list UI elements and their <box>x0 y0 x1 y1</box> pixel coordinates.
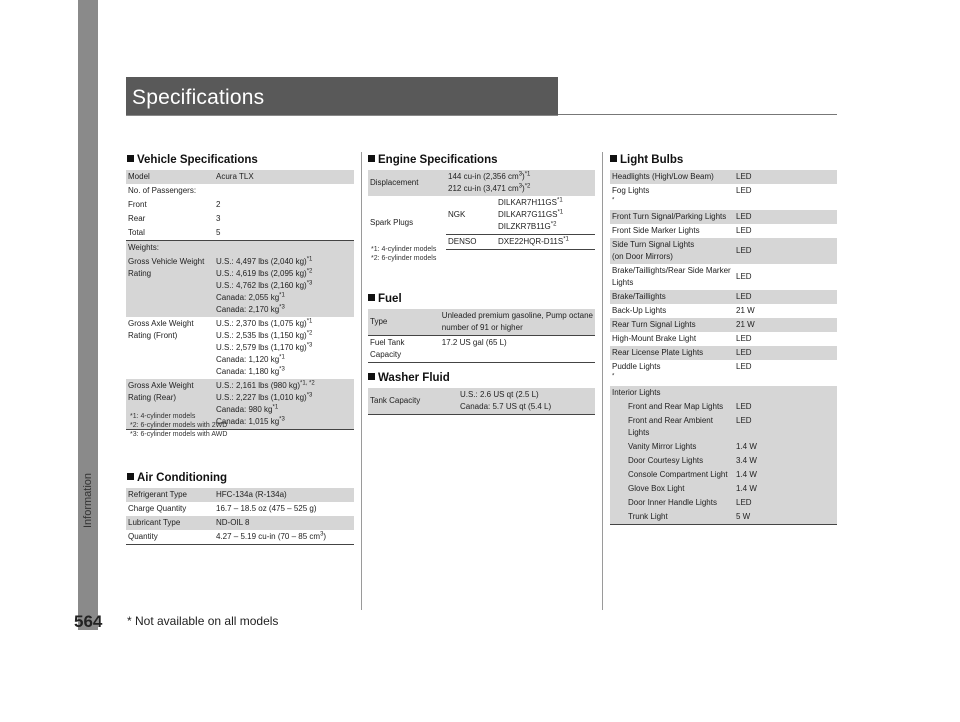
interior-bulb-value: 1.4 W <box>734 468 837 482</box>
bulb-row <box>610 224 837 238</box>
denso-label: DENSO <box>446 235 496 250</box>
washer-fluid-table <box>368 388 595 415</box>
interior-bulb-row <box>610 482 837 496</box>
bulb-value: LED <box>736 226 752 235</box>
bulb-label: Puddle Lights * <box>612 362 661 380</box>
denso-value: $DXE22HQR-D11S^{*1}$ <box>496 235 595 250</box>
fuel-capacity-value: 17.2 US gal (65 L) <box>440 336 595 363</box>
bulb-value: LED <box>734 238 837 264</box>
bulb-row <box>610 304 837 318</box>
bulb-row <box>610 318 837 332</box>
bulb-row <box>610 238 837 264</box>
ngk-label: NGK <box>448 210 466 219</box>
bulb-value: 21 W <box>736 306 755 315</box>
interior-bulb-row <box>610 468 837 482</box>
column-divider <box>602 152 603 610</box>
vehicle-footnotes: *1: 4-cylinder models *2: 6-cylinder models with 2WD *3: 6-cylinder models with AWD <box>130 413 228 438</box>
gaw-rear-values: U.S.: 2,161 lbs (980 kg)$^{*1, *2}$ U.S.: 2,227 lbs (1,010 kg)$^{*3}$ Canada: 980 $kg^{*1}$ Canada: 1,015 $kg^{*3}$ <box>214 379 354 430</box>
bulb-row <box>610 290 837 304</box>
interior-bulb-label: Vanity Mirror Lights <box>610 440 734 454</box>
page-title: Specifications <box>132 86 265 109</box>
bulb-row <box>610 210 837 224</box>
ac-row-value: ND-OIL 8 <box>214 516 354 530</box>
interior-bulb-row <box>610 496 837 510</box>
displacement-values: 144 cu-in (2,356 $cm^3)^{*1}$ 212 cu-in (3,471 $cm^3)^{*2}$ <box>446 170 595 196</box>
displacement-label: Displacement <box>368 170 446 196</box>
front-passengers-value: 2 <box>216 200 221 209</box>
side-section-label: Information <box>82 472 94 528</box>
ac-row-value: HFC-134a (R-134a) <box>214 488 354 502</box>
interior-bulb-value: 5 W <box>734 510 837 525</box>
bulb-label: Brake/Taillights/Rear Side Marker Lights <box>612 266 731 287</box>
interior-bulb-row <box>610 510 837 525</box>
vehicle-specs-heading: Vehicle Specifications <box>127 154 258 166</box>
rear-passengers-label: Rear <box>128 214 146 223</box>
bulb-row <box>610 360 837 386</box>
ac-row-value: 16.7 – 18.5 oz (475 – 525 g) <box>216 504 317 513</box>
interior-bulb-value: 1.4 W <box>734 440 837 454</box>
interior-bulb-label: Trunk Light <box>610 510 734 525</box>
interior-bulb-label: Front and Rear Ambient Lights <box>610 414 734 440</box>
air-conditioning-table <box>126 488 354 545</box>
bulb-label: Front Turn Signal/Parking Lights <box>610 210 734 224</box>
bulb-label: Fog Lights * <box>612 186 650 204</box>
ac-row-label: Refrigerant Type <box>126 488 214 502</box>
interior-bulb-label: Front and Rear Map Lights <box>610 400 734 414</box>
air-conditioning-heading: Air Conditioning <box>127 472 227 484</box>
fuel-type-label: Type <box>368 309 440 336</box>
interior-bulb-label: Door Courtesy Lights <box>610 454 734 468</box>
page-title-bar <box>126 77 558 116</box>
interior-bulb-label: Door Inner Handle Lights <box>610 496 734 510</box>
gaw-rear-label: Gross Axle Weight Rating (Rear) <box>126 379 214 430</box>
interior-lights-label: Interior Lights <box>610 386 837 400</box>
weights-label: Weights: <box>126 241 354 256</box>
model-label: Model <box>126 170 214 184</box>
passengers-label: No. of Passengers: <box>128 186 197 195</box>
bulb-row <box>610 264 837 290</box>
model-value: Acura TLX <box>214 170 354 184</box>
bulb-label: Front Side Marker Lights <box>612 226 700 235</box>
rear-passengers-value: 3 <box>216 214 221 223</box>
interior-bulb-value: LED <box>734 496 837 510</box>
interior-bulb-value: LED <box>734 400 837 414</box>
ac-row-value: 4.27 – 5.19 cu-in (70 – 85 $cm^3$) <box>214 530 354 545</box>
bulb-label: Headlights (High/Low Beam) <box>610 170 734 184</box>
availability-note: * Not available on all models <box>127 614 279 628</box>
bulb-row <box>610 332 837 346</box>
bulb-value: LED <box>734 170 837 184</box>
gaw-front-label: Gross Axle Weight Rating (Front) <box>128 319 194 340</box>
washer-fluid-heading: Washer Fluid <box>368 372 450 384</box>
interior-lights-header <box>610 386 837 400</box>
column-divider <box>361 152 362 610</box>
vehicle-specs-table <box>126 170 354 430</box>
bulb-value: LED <box>736 186 752 195</box>
bulb-row <box>610 346 837 360</box>
interior-bulb-value: 1.4 W <box>734 482 837 496</box>
bulb-label: High-Mount Brake Light <box>612 334 697 343</box>
gaw-front-values: U.S.: 2,370 lbs (1,075 kg)$^{*1}$ U.S.: 2,535 lbs (1,150 kg)$^{*2}$ U.S.: 2,579 lbs (1,170 kg)$^{*3}$ Canada: 1,120 $kg^{*1}$ Canada: 1,180 $kg^{*3}$ <box>216 318 313 376</box>
bulb-label: Brake/Taillights <box>610 290 734 304</box>
ac-row-label: Charge Quantity <box>128 504 187 513</box>
fuel-table <box>368 309 595 363</box>
spark-plugs-label: Spark Plugs <box>370 217 414 227</box>
ngk-values: DILKAR7H11GS$^{*1}$ DILKAR7G11GS$^{*1}$ $DILZKR7B11G^{*2}$ <box>498 197 564 231</box>
bulb-label: Side Turn Signal Lights (on Door Mirrors) <box>610 238 734 264</box>
washer-capacity-values: U.S.: 2.6 US qt (2.5 L) Canada: 5.7 US qt (5.4 L) <box>458 388 595 415</box>
title-rule <box>558 114 837 115</box>
interior-bulb-label: Console Compartment Light <box>610 468 734 482</box>
fuel-type-value: Unleaded premium gasoline, Pump octane number of 91 or higher <box>440 309 595 336</box>
interior-bulb-row <box>610 414 837 440</box>
ac-row-label: Lubricant Type <box>126 516 214 530</box>
engine-specs-heading: Engine Specifications <box>368 154 498 166</box>
bulb-value: LED <box>734 346 837 360</box>
interior-bulb-value: LED <box>734 414 837 440</box>
bulb-row <box>610 170 837 184</box>
interior-bulb-label: Glove Box Light <box>610 482 734 496</box>
engine-specs-table <box>368 170 595 250</box>
ac-row-label: Quantity <box>126 530 214 545</box>
interior-bulb-value: 3.4 W <box>734 454 837 468</box>
front-passengers-label: Front <box>128 200 147 209</box>
gvw-label: Gross Vehicle Weight Rating <box>126 255 214 317</box>
bulb-value: LED <box>736 362 752 371</box>
page-number: 564 <box>74 612 103 631</box>
washer-capacity-label: Tank Capacity <box>368 388 458 415</box>
gvw-values: U.S.: 4,497 lbs (2,040 kg)$^{*1}$ U.S.: 4,619 lbs (2,095 kg)$^{*2}$ U.S.: 4,762 lbs (2,160 kg)$^{*3}$ Canada: 2,055 $kg^{*1}$ Canada: 2,170 $kg^{*3}$ <box>214 255 354 317</box>
engine-footnotes: *1: 4-cylinder models *2: 6-cylinder models <box>371 246 437 262</box>
total-passengers-value: 5 <box>216 228 221 237</box>
bulb-value: LED <box>736 272 752 281</box>
bulb-value: LED <box>736 334 752 343</box>
interior-bulb-row <box>610 440 837 454</box>
light-bulbs-table <box>610 170 837 525</box>
total-passengers-label: Total <box>128 228 145 237</box>
interior-bulb-row <box>610 454 837 468</box>
bulb-value: 21 W <box>734 318 837 332</box>
bulb-label: Rear License Plate Lights <box>610 346 734 360</box>
bulb-label: Rear Turn Signal Lights <box>610 318 734 332</box>
interior-bulb-row <box>610 400 837 414</box>
fuel-heading: Fuel <box>368 293 402 305</box>
fuel-capacity-label: Fuel Tank Capacity <box>368 336 440 363</box>
bulb-value: LED <box>734 290 837 304</box>
light-bulbs-heading: Light Bulbs <box>610 154 683 166</box>
bulb-value: LED <box>734 210 837 224</box>
bulb-row <box>610 184 837 210</box>
bulb-label: Back-Up Lights <box>612 306 667 315</box>
